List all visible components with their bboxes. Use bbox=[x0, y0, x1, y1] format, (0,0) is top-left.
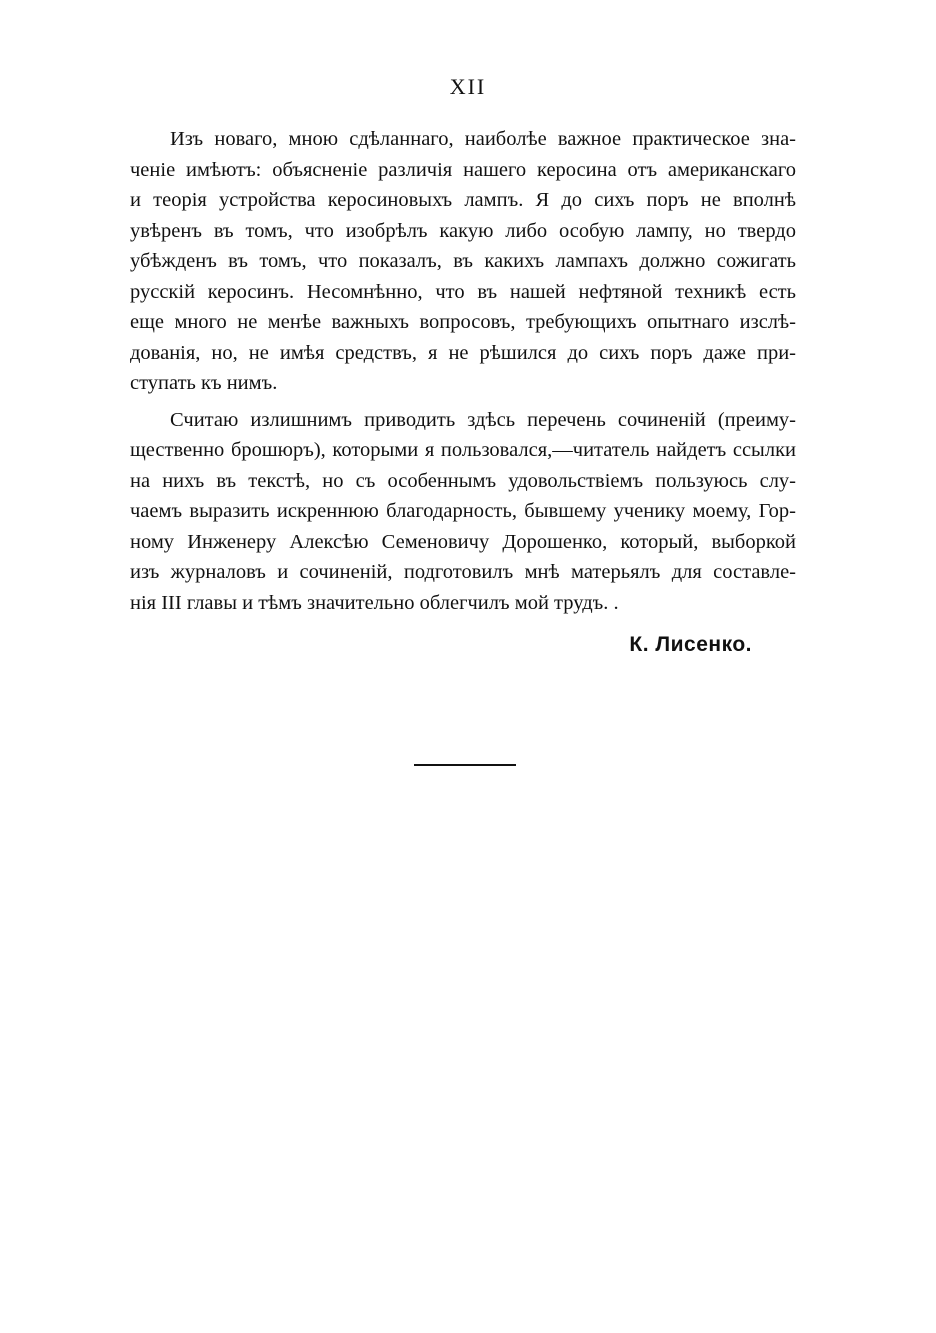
paragraph-1 bbox=[130, 124, 796, 399]
text-line: убѣжденъ въ томъ, что показалъ, въ какихъ лампахъ должно сожигать bbox=[130, 250, 796, 272]
text-line: чаемъ выразить искреннюю благодарность, бывшему ученику моему, Гор- bbox=[130, 500, 796, 522]
text-line: изъ журналовъ и сочиненій, подготовилъ мнѣ матерьялъ для составле- bbox=[130, 561, 796, 583]
text-line: ному Инженеру Алексѣю Семеновичу Дорошенко, который, выборкой bbox=[130, 530, 796, 553]
text-line: щественно брошюръ), которыми я пользовался,—читатель найдетъ ссылки bbox=[130, 439, 796, 461]
text-line: и теорія устройства керосиновыхъ лампъ. Я до сихъ поръ не вполнѣ bbox=[130, 189, 796, 211]
text-line: ченіе имѣютъ: объясненіе различія нашего керосина отъ американскаго bbox=[130, 158, 796, 181]
text-line: еще много не менѣе важныхъ вопросовъ, требующихъ опытнаго изслѣ- bbox=[130, 311, 796, 333]
section-divider bbox=[414, 764, 516, 766]
text-line: Изъ новаго, мною сдѣланнаго, наиболѣе важное практическое зна- bbox=[170, 128, 796, 150]
text-line: дованія, но, не имѣя средствъ, я не рѣшился до сихъ поръ даже при- bbox=[130, 341, 796, 364]
text-line: Считаю излишнимъ приводить здѣсь перечень сочиненій (преиму- bbox=[170, 408, 796, 431]
text-line: на нихъ въ текстѣ, но съ особеннымъ удовольствіемъ пользуюсь слу- bbox=[130, 469, 796, 492]
text-line: нія III главы и тѣмъ значительно облегчилъ мой трудъ. . bbox=[130, 591, 619, 614]
text-line: увѣренъ въ томъ, что изобрѣлъ какую либо особую лампу, но твердо bbox=[130, 219, 796, 242]
text-line: русскій керосинъ. Несомнѣнно, что въ нашей нефтяной техникѣ есть bbox=[130, 280, 796, 303]
text-line: ступать къ нимъ. bbox=[130, 372, 278, 394]
paragraph-2 bbox=[130, 405, 796, 619]
page-number: XII bbox=[449, 74, 487, 99]
author-signature: К. Лисенко. bbox=[629, 633, 752, 656]
body-text bbox=[130, 124, 796, 618]
